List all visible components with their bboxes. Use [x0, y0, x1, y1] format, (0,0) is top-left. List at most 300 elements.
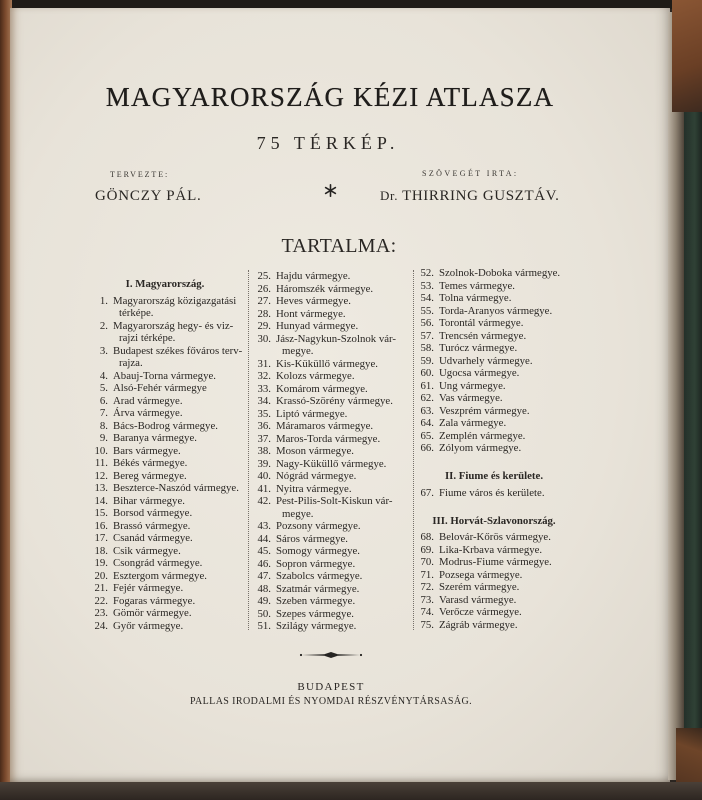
entry-title-line: Szerém vármegye.	[439, 581, 520, 593]
entry-number: 15.	[94, 507, 108, 519]
entry-title	[276, 420, 373, 433]
entry-title	[113, 345, 242, 370]
entry-title	[439, 531, 551, 544]
entry-title	[439, 405, 530, 418]
entry-title-line: Békés vármegye.	[113, 457, 188, 469]
entry-title-line: Szeben vármegye.	[276, 595, 356, 607]
entry-title-line: Fogaras vármegye.	[113, 594, 196, 607]
entry-title-line: Torda-Aranyos vármegye.	[439, 304, 553, 317]
entry-title	[439, 367, 519, 380]
entry-number: 35.	[257, 407, 271, 420]
contents-entry	[255, 583, 405, 596]
section-heading: III. Horvát-Szlavonország.	[432, 514, 556, 527]
entry-number: 72.	[420, 581, 434, 593]
section-heading: I. Magyarország.	[125, 278, 205, 290]
entry-title	[276, 470, 356, 483]
entry-number: 64.	[420, 417, 434, 429]
entry-title	[439, 619, 518, 632]
entry-number: 63.	[420, 404, 434, 417]
entry-number: 61.	[420, 379, 434, 392]
entry-number: 33.	[257, 382, 271, 395]
entry-title	[113, 570, 207, 583]
entry-title	[276, 333, 396, 358]
entry-title	[439, 280, 515, 293]
contents-entry	[418, 569, 570, 582]
entry-title	[439, 292, 511, 305]
entry-number: 10.	[94, 444, 108, 457]
entry-number: 36.	[257, 420, 271, 432]
entry-title	[113, 495, 185, 508]
entry-number: 46.	[257, 557, 271, 570]
entry-title	[113, 382, 207, 395]
entry-number: 50.	[257, 607, 271, 620]
entry-number: 70.	[420, 556, 434, 568]
contents-entry	[418, 606, 570, 619]
entry-title-line: Szilágy vármegye.	[276, 620, 357, 632]
entry-title-line: Trencsén vármegye.	[439, 329, 527, 342]
contents-entry	[255, 358, 405, 371]
entry-number: 48.	[257, 582, 271, 595]
entry-title	[113, 545, 181, 558]
entry-title	[113, 420, 218, 433]
entry-title-line: Nógrád vármegye.	[276, 470, 357, 482]
entry-number: 52.	[420, 267, 434, 279]
contents-entry	[255, 295, 405, 308]
book-cover-leather-corner-top	[672, 0, 702, 112]
entry-number: 56.	[420, 317, 434, 329]
entry-number: 4.	[99, 369, 108, 382]
entry-number: 53.	[420, 279, 434, 292]
entry-title-line: Sáros vármegye.	[276, 532, 348, 545]
contents-entry	[418, 380, 570, 393]
entry-number: 43.	[257, 520, 271, 532]
entry-title-line: Pozsony vármegye.	[276, 520, 361, 532]
entry-number: 17.	[94, 532, 108, 544]
contents-entry	[255, 608, 405, 621]
entry-number: 60.	[420, 367, 434, 379]
contents-entry	[418, 305, 570, 318]
entry-number: 58.	[420, 342, 434, 354]
entry-title-line: Győr vármegye.	[113, 619, 184, 632]
entry-title-line: Zemplén vármegye.	[439, 429, 526, 442]
contents-entry	[92, 607, 238, 620]
contents-entry	[418, 544, 570, 557]
entry-title-line: megye.	[282, 345, 314, 357]
entry-title-line: Máramaros vármegye.	[276, 420, 374, 432]
entry-title	[113, 320, 233, 345]
entry-number: 71.	[420, 568, 434, 581]
contents-entry	[255, 458, 405, 471]
entry-title	[276, 358, 378, 371]
entry-title	[113, 532, 193, 545]
entry-title	[113, 607, 192, 620]
entry-number: 68.	[420, 531, 434, 543]
entry-title-line: Csik vármegye.	[113, 544, 181, 557]
asterisk-icon	[324, 184, 337, 197]
entry-title-line: Moson vármegye.	[276, 445, 354, 457]
entry-title	[276, 483, 352, 496]
entry-title-line: Gömör vármegye.	[113, 607, 192, 619]
entry-title	[113, 582, 183, 595]
entry-number: 59.	[420, 354, 434, 367]
entry-number: 41.	[257, 482, 271, 495]
entry-title	[439, 430, 525, 443]
entry-title-line: Csanád vármegye.	[113, 532, 193, 544]
contents-entry	[255, 320, 405, 333]
contents-entry	[418, 556, 570, 569]
entry-number: 62.	[420, 392, 434, 404]
imprint-publisher: PALLAS IRODALMI ÉS NYOMDAI RÉSZVÉNYTÁRSASÁG.	[190, 696, 472, 707]
contents-entry	[418, 405, 570, 418]
entry-title-line: Udvarhely vármegye.	[439, 354, 533, 367]
entry-title-line: Hont vármegye.	[276, 307, 346, 320]
entry-title-line: Ung vármegye.	[439, 379, 506, 392]
entry-number: 54.	[420, 292, 434, 304]
contents-entry	[92, 582, 238, 595]
contents-entry	[255, 283, 405, 296]
contents-entry	[418, 342, 570, 355]
entry-title	[276, 495, 392, 520]
entry-number: 16.	[94, 519, 108, 532]
entry-number: 51.	[257, 620, 271, 632]
entry-title	[113, 470, 187, 483]
author-title-prefix: Dr.	[380, 188, 399, 203]
entry-number: 31.	[257, 357, 271, 370]
imprint-city: BUDAPEST	[297, 681, 365, 693]
entry-title	[276, 533, 348, 546]
contents-entry	[255, 408, 405, 421]
entry-title-line: Borsod vármegye.	[113, 507, 193, 519]
contents-entry	[255, 420, 405, 433]
entry-title	[276, 383, 368, 396]
contents-entry	[418, 367, 570, 380]
contents-entry	[255, 470, 405, 483]
contents-section	[255, 270, 405, 633]
entry-title	[276, 283, 373, 296]
entry-number: 24.	[94, 619, 108, 632]
entry-title-line: Jász-Nagykun-Szolnok vár-	[276, 332, 397, 345]
entry-title-line: Somogy vármegye.	[276, 545, 360, 557]
entry-title	[439, 380, 506, 393]
entry-title-line: Alsó-Fehér vármegye	[113, 382, 207, 394]
entry-title-line: Fejér vármegye.	[113, 582, 184, 594]
entry-number: 21.	[94, 582, 108, 594]
entry-title-line: Hajdu vármegye.	[276, 270, 351, 282]
entry-title-line: Krassó-Szörény vármegye.	[276, 395, 393, 407]
entry-number: 29.	[257, 320, 271, 332]
entry-title-line: Bács-Bodrog vármegye.	[113, 419, 218, 432]
column-divider	[248, 270, 249, 630]
entry-number: 66.	[420, 442, 434, 454]
entry-title	[439, 594, 516, 607]
entry-title	[276, 295, 351, 308]
contents-entry	[92, 470, 238, 483]
entry-number: 8.	[99, 419, 108, 432]
entry-number: 20.	[94, 569, 108, 582]
entry-title	[439, 330, 526, 343]
entry-title	[439, 581, 519, 594]
contents-column	[255, 270, 405, 633]
contents-entry	[255, 433, 405, 446]
entry-title-line: Verőcze vármegye.	[439, 606, 522, 618]
designer-label: TERVEZTE:	[110, 170, 170, 179]
entry-title	[276, 458, 386, 471]
entry-title	[276, 308, 346, 321]
entry-number: 14.	[94, 494, 108, 507]
entry-number: 27.	[257, 295, 271, 307]
entry-title-line: Komárom vármegye.	[276, 382, 368, 395]
author-label: SZÖVEGÉT IRTA:	[422, 169, 519, 178]
contents-section	[92, 278, 243, 632]
contents-entry	[255, 620, 405, 633]
entry-title	[113, 482, 239, 495]
contents-entry	[92, 570, 238, 583]
entry-number: 44.	[257, 532, 271, 545]
entry-title-line: Zala vármegye.	[439, 417, 507, 429]
entry-title-line: megye.	[282, 507, 314, 520]
contents-entry	[92, 295, 238, 320]
contents-entry	[92, 432, 238, 445]
contents-entry	[92, 557, 238, 570]
contents-entry	[418, 442, 570, 455]
contents-entry	[418, 355, 570, 368]
contents-entry	[92, 495, 238, 508]
entry-number: 57.	[420, 329, 434, 342]
contents-entry	[92, 370, 238, 383]
entry-title	[276, 408, 347, 421]
entry-title	[276, 620, 356, 633]
entry-number: 65.	[420, 429, 434, 442]
entry-title	[113, 620, 183, 633]
entry-title-line: Ugocsa vármegye.	[439, 367, 520, 379]
entry-number: 19.	[94, 557, 108, 569]
entry-title-line: rajzi térképe.	[119, 332, 176, 344]
entry-title	[439, 417, 506, 430]
entry-title-line: Magyarország hegy- és viz-	[113, 319, 234, 332]
entry-number: 45.	[257, 545, 271, 557]
entry-title-line: Fiume város és kerülete.	[439, 486, 545, 499]
entry-title	[276, 570, 362, 583]
contents-section	[418, 515, 570, 632]
entry-title	[276, 545, 360, 558]
contents-entry	[418, 581, 570, 594]
entry-title	[113, 370, 216, 383]
contents-entry	[92, 395, 238, 408]
contents-entry	[255, 308, 405, 321]
entry-number: 22.	[94, 594, 108, 607]
entry-title-line: Szatmár vármegye.	[276, 582, 360, 595]
entry-title-line: Beszterce-Naszód vármegye.	[113, 482, 239, 494]
entry-title-line: rajza.	[119, 357, 143, 369]
entry-number: 67.	[420, 486, 434, 499]
entry-title	[113, 295, 236, 320]
contents-entry	[92, 545, 238, 558]
entry-number: 3.	[99, 344, 108, 357]
contents-entry	[92, 344, 243, 370]
author-full-name: THIRRING GUSZTÁV.	[402, 188, 560, 204]
entry-title	[113, 457, 187, 470]
entry-number: 2.	[99, 319, 108, 332]
entry-number: 49.	[257, 595, 271, 607]
contents-section	[418, 267, 570, 455]
contents-column	[92, 278, 243, 632]
entry-title	[113, 445, 181, 458]
entry-number: 40.	[257, 470, 271, 482]
contents-entry	[255, 395, 405, 408]
book-cover-cloth	[684, 0, 702, 800]
contents-entry	[418, 619, 570, 632]
contents-entry	[92, 445, 238, 458]
contents-entry	[92, 532, 238, 545]
entry-title	[439, 342, 517, 355]
designer-name: GÖNCZY PÁL.	[95, 188, 202, 204]
entry-title	[113, 557, 202, 570]
entry-title	[276, 558, 355, 571]
entry-title-line: Csongrád vármegye.	[113, 557, 203, 569]
column-divider	[413, 270, 414, 630]
contents-entry	[92, 407, 238, 420]
contents-entry	[92, 520, 238, 533]
entry-title-line: Arad vármegye.	[113, 394, 183, 407]
entry-title	[276, 595, 355, 608]
entry-title	[439, 392, 503, 405]
entry-number: 28.	[257, 307, 271, 320]
entry-title-line: Szepes vármegye.	[276, 607, 354, 620]
entry-title-line: Belovár-Kőrös vármegye.	[439, 531, 551, 543]
entry-number: 7.	[99, 407, 108, 419]
entry-title	[276, 270, 350, 283]
contents-heading: TARTALMA:	[281, 235, 397, 257]
contents-entry	[255, 483, 405, 496]
entry-title	[113, 595, 195, 608]
contents-entry	[255, 520, 405, 533]
entry-title	[113, 507, 192, 520]
entry-number: 18.	[94, 544, 108, 557]
entry-title-line: térképe.	[119, 307, 154, 319]
entry-title-line: Kolozs vármegye.	[276, 370, 355, 382]
entry-title-line: Zólyom vármegye.	[439, 442, 522, 454]
contents-entry	[418, 487, 570, 500]
entry-number: 25.	[257, 270, 271, 282]
entry-title-line: Bars vármegye.	[113, 444, 181, 457]
entry-number: 23.	[94, 607, 108, 619]
entry-title	[439, 544, 542, 557]
entry-number: 37.	[257, 432, 271, 445]
entry-title	[276, 520, 361, 533]
entry-number: 74.	[420, 606, 434, 618]
entry-number: 73.	[420, 593, 434, 606]
contents-entry	[255, 383, 405, 396]
contents-column	[418, 267, 570, 631]
entry-title-line: Lika-Krbava vármegye.	[439, 543, 543, 556]
entry-title	[276, 583, 359, 596]
entry-title-line: Bihar vármegye.	[113, 494, 185, 507]
entry-title	[276, 320, 358, 333]
entry-number: 42.	[257, 495, 271, 507]
contents-entry	[255, 495, 405, 520]
entry-title	[439, 317, 523, 330]
contents-entry	[92, 482, 238, 495]
contents-entry	[418, 392, 570, 405]
entry-title-line: Nyitra vármegye.	[276, 482, 352, 495]
entry-title-line: Turócz vármegye.	[439, 342, 518, 354]
entry-title-line: Árva vármegye.	[113, 407, 183, 419]
entry-number: 9.	[99, 432, 108, 444]
section-heading: II. Fiume és kerülete.	[444, 470, 544, 482]
contents-entry	[92, 320, 238, 345]
contents-entry	[255, 545, 405, 558]
entry-title	[439, 267, 560, 280]
entry-title	[439, 569, 522, 582]
entry-title-line: Pozsega vármegye.	[439, 568, 523, 581]
entry-title-line: Tolna vármegye.	[439, 292, 512, 304]
entry-title-line: Bereg vármegye.	[113, 469, 187, 482]
contents-entry	[255, 270, 405, 283]
entry-title-line: Zágráb vármegye.	[439, 618, 518, 631]
entry-number: 47.	[257, 570, 271, 582]
contents-entry	[255, 570, 405, 583]
entry-number: 34.	[257, 395, 271, 407]
entry-number: 38.	[257, 445, 271, 457]
entry-title-line: Torontál vármegye.	[439, 317, 524, 329]
entry-title	[439, 556, 552, 569]
entry-title	[276, 608, 354, 621]
entry-title-line: Vas vármegye.	[439, 392, 503, 404]
entry-title-line: Baranya vármegye.	[113, 432, 197, 444]
contents-entry	[92, 382, 238, 395]
contents-entry	[255, 370, 405, 383]
entry-title-line: Pest-Pilis-Solt-Kiskun vár-	[276, 495, 393, 507]
entry-number: 1.	[99, 294, 108, 307]
entry-title-line: Maros-Torda vármegye.	[276, 432, 381, 445]
entry-title-line: Veszprém vármegye.	[439, 404, 530, 417]
contents-entry	[255, 558, 405, 571]
entry-title	[439, 355, 533, 368]
entry-title	[439, 487, 545, 500]
entry-title	[439, 442, 521, 455]
entry-number: 55.	[420, 304, 434, 317]
entry-title-line: Hunyad vármegye.	[276, 320, 359, 332]
contents-entry	[418, 292, 570, 305]
entry-title	[276, 370, 355, 383]
entry-title	[113, 395, 183, 408]
entry-title-line: Brassó vármegye.	[113, 519, 191, 532]
contents-entry	[92, 507, 238, 520]
entry-number: 32.	[257, 370, 271, 382]
entry-number: 12.	[94, 469, 108, 482]
entry-title	[439, 305, 552, 318]
page-block-edges	[668, 12, 684, 780]
contents-entry	[92, 420, 238, 433]
entry-title-line: Szabolcs vármegye.	[276, 570, 363, 582]
rule-ornament-icon	[299, 651, 363, 659]
entry-title-line: Magyarország közigazgatási	[113, 294, 237, 307]
entry-number: 5.	[99, 382, 108, 394]
entry-title	[113, 407, 183, 420]
contents-entry	[92, 595, 238, 608]
entry-title-line: Szolnok-Doboka vármegye.	[439, 267, 561, 279]
entry-number: 39.	[257, 457, 271, 470]
contents-entry	[255, 533, 405, 546]
contents-entry	[418, 330, 570, 343]
entry-number: 30.	[257, 332, 271, 345]
contents-entry	[255, 595, 405, 608]
contents-entry	[92, 457, 238, 470]
atlas-title: MAGYARORSZÁG KÉZI ATLASZA	[105, 82, 555, 112]
entry-title-line: Abauj-Torna vármegye.	[113, 369, 216, 382]
entry-title-line: Liptó vármegye.	[276, 407, 348, 420]
contents-entry	[418, 594, 570, 607]
